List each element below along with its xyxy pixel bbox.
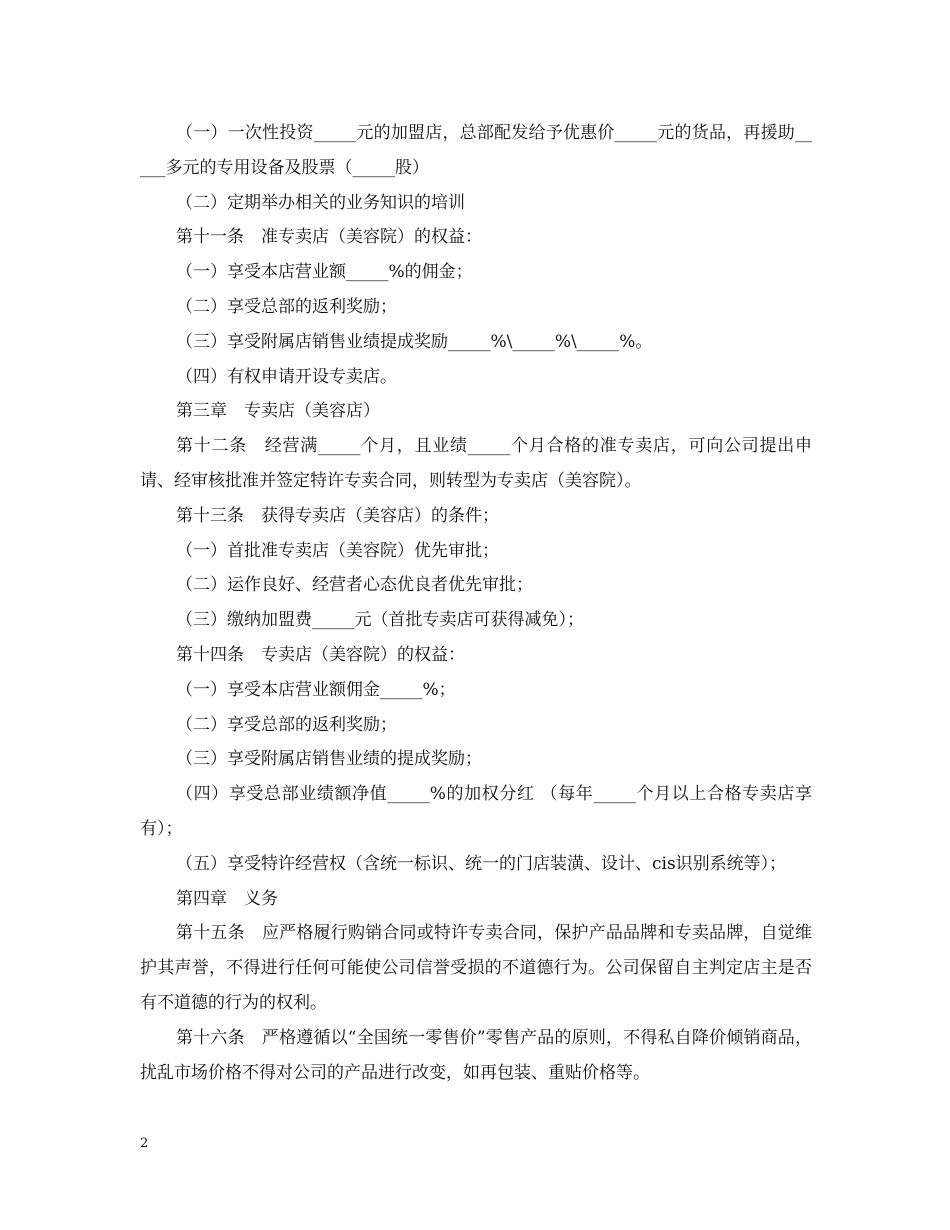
paragraph: （一）一次性投资_____元的加盟店，总部配发给予优惠价_____元的货品，再援助_____多元的专用设备及股票（_____股） <box>140 123 812 178</box>
paragraph: （二）定期举办相关的业务知识的培训 <box>176 192 465 213</box>
paragraph: （三）享受附属店销售业绩提成奖励_____%\_____%\_____%。 <box>176 331 653 352</box>
paragraph: （一）享受本店营业额佣金_____%； <box>176 679 456 700</box>
paragraph: （五）享受特许经营权（含统一标识、统一的门店装潢、设计、cis识别系统等）； <box>176 853 787 874</box>
paragraph: （四）享受总部业绩额净值_____%的加权分红 （每年_____个月以上合格专卖店享有）； <box>140 784 812 839</box>
paragraph: （一）首批准专卖店（美容院）优先审批； <box>176 540 499 561</box>
paragraph: （四）有权申请开设专卖店。 <box>176 366 397 387</box>
paragraph: （三）享受附属店销售业绩的提成奖励； <box>176 749 482 770</box>
paragraph: 第十二条 经营满_____个月，且业绩_____个月合格的准专卖店，可向公司提出申请、经审核批准并签定特许专卖合同，则转型为专卖店（美容院）。 <box>140 436 812 491</box>
paragraph: （三）缴纳加盟费_____元（首批专卖店可获得减免）； <box>176 610 584 631</box>
paragraph: （二）享受总部的返利奖励； <box>176 296 397 317</box>
paragraph: （一）享受本店营业额_____%的佣金； <box>176 262 473 283</box>
paragraph: 第十五条 应严格履行购销合同或特许专卖合同，保护产品品牌和专卖品牌，自觉维护其声誉，不得进行任何可能使公司信誉受损的不道德行为。公司保留自主判定店主是否有不道德的行为的权利。 <box>140 923 812 1013</box>
chapter-heading: 第四章 义务 <box>176 888 278 909</box>
paragraph: 第十四条 专卖店（美容院）的权益： <box>176 644 465 665</box>
page-number: 2 <box>140 1136 149 1151</box>
document-body <box>140 116 812 1090</box>
paragraph: （二）享受总部的返利奖励； <box>176 714 397 735</box>
paragraph: （二）运作良好、经营者心态优良者优先审批； <box>176 575 533 596</box>
paragraph: 第十一条 准专卖店（美容院）的权益： <box>176 227 482 248</box>
chapter-heading: 第三章 专卖店（美容店） <box>176 401 380 422</box>
paragraph: 第十三条 获得专卖店（美容店）的条件； <box>176 505 499 526</box>
paragraph: 第十六条 严格遵循以“全国统一零售价”零售产品的原则，不得私自降价倾销商品，扰乱市场价格不得对公司的产品进行改变，如再包装、重贴价格等。 <box>140 1027 812 1083</box>
